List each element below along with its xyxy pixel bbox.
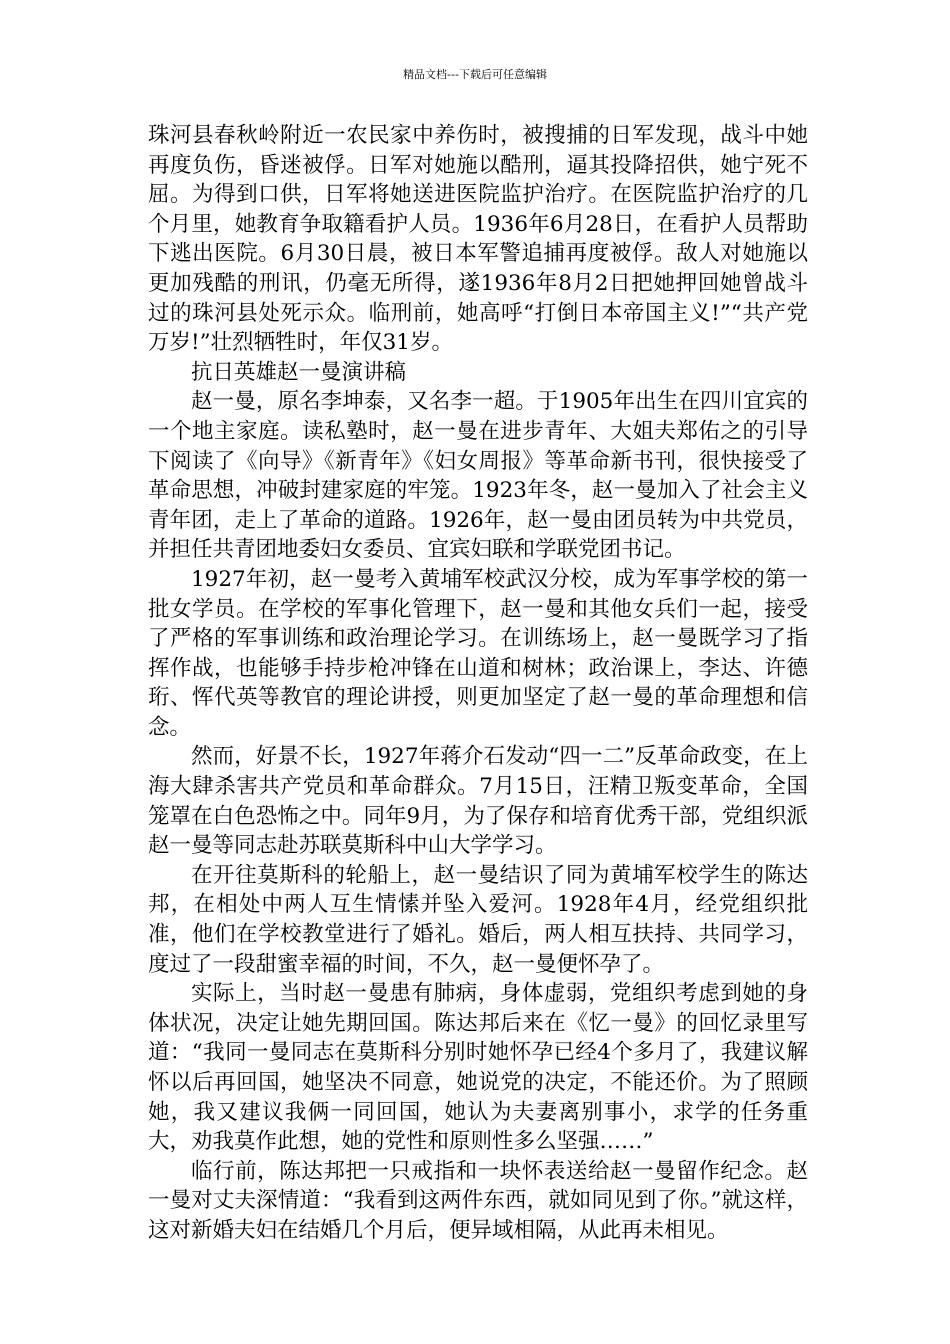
paragraph-intro: 赵一曼，原名李坤泰，又名李一超。于1905年出生在四川宜宾的一个地主家庭。读私塾时，赵一曼在进步青年、大姐夫郑佑之的引导下阅读了《向导》《新青年》《妇女周报》等革命新书刊，很快接受了革命思想，冲破封建家庭的牢笼。1923年冬，赵一曼加入了社会主义青年团，走上了革命的道路。1926年，赵一曼由团员转为中共党员，并担任共青团地委妇女委员、宜宾妇联和学联党团书记。	[148, 389, 808, 563]
document-body	[148, 121, 808, 1246]
paragraph-continuation: 珠河县春秋岭附近一农民家中养伤时，被搜捕的日军发现，战斗中她再度负伤，昏迷被俘。日军对她施以酷刑，逼其投降招供，她宁死不屈。为得到口供，日军将她送进医院监护治疗。在医院监护治疗的几个月里，她教育争取籍看护人员。1936年6月28日，在看护人员帮助下逃出医院。6月30日晨，被日本军警追捕再度被俘。敌人对她施以更加残酷的刑讯，仍毫无所得，遂1936年8月2日把她押回她曾战斗过的珠河县处死示众。临刑前，她高呼“打倒日本帝国主义!”“共产党万岁!”壮烈牺牲时，年仅31岁。	[148, 123, 808, 356]
paragraph-whampoa: 1927年初，赵一曼考入黄埔军校武汉分校，成为军事学校的第一批女学员。在学校的军事化管理下，赵一曼和其他女兵们一起，接受了严格的军事训练和政治理论学习。在训练场上，赵一曼既学习了指挥作战，也能够手持步枪冲锋在山道和树林；政治课上，李达、许德珩、恽代英等教官的理论讲授，则更加坚定了赵一曼的革命理想和信念。	[148, 566, 808, 740]
paragraph-moscow: 然而，好景不长，1927年蒋介石发动“四一二”反革命政变，在上海大肆杀害共产党员和革命群众。7月15日，汪精卫叛变革命，全国笼罩在白色恐怖之中。同年9月，为了保存和培育优秀干部，党组织派赵一曼等同志赴苏联莫斯科中山大学学习。	[148, 744, 808, 859]
page-header: 精品文档---下载后可任意编辑	[403, 68, 547, 81]
paragraph-return: 实际上，当时赵一曼患有肺病，身体虚弱，党组织考虑到她的身体状况，决定让她先期回国。陈达邦后来在《忆一曼》的回忆录里写道：“我同一曼同志在莫斯科分别时她怀孕已经4个多月了，我建议解怀以后再回国，她坚决不同意，她说党的决定，不能还价。为了照顾她，我又建议我俩一同回国，她认为夫妻离别事小，求学的任务重大，劝我莫作此想，她的党性和原则性多么坚强……”	[148, 981, 808, 1155]
section-title: 抗日英雄赵一曼演讲稿	[191, 359, 407, 385]
paragraph-farewell: 临行前，陈达邦把一只戒指和一块怀表送给赵一曼留作纪念。赵一曼对丈夫深情道：“我看到这两件东西，就如同见到了你。”就这样，这对新婚夫妇在结婚几个月后，便异域相隔，从此再未相见。	[148, 1158, 808, 1243]
paragraph-marriage: 在开往莫斯科的轮船上，赵一曼结识了同为黄埔军校学生的陈达邦，在相处中两人互生情愫并坠入爱河。1928年4月，经党组织批准，他们在学校教堂进行了婚礼。婚后，两人相互扶持、共同学习，度过了一段甜蜜幸福的时间，不久，赵一曼便怀孕了。	[148, 862, 808, 977]
